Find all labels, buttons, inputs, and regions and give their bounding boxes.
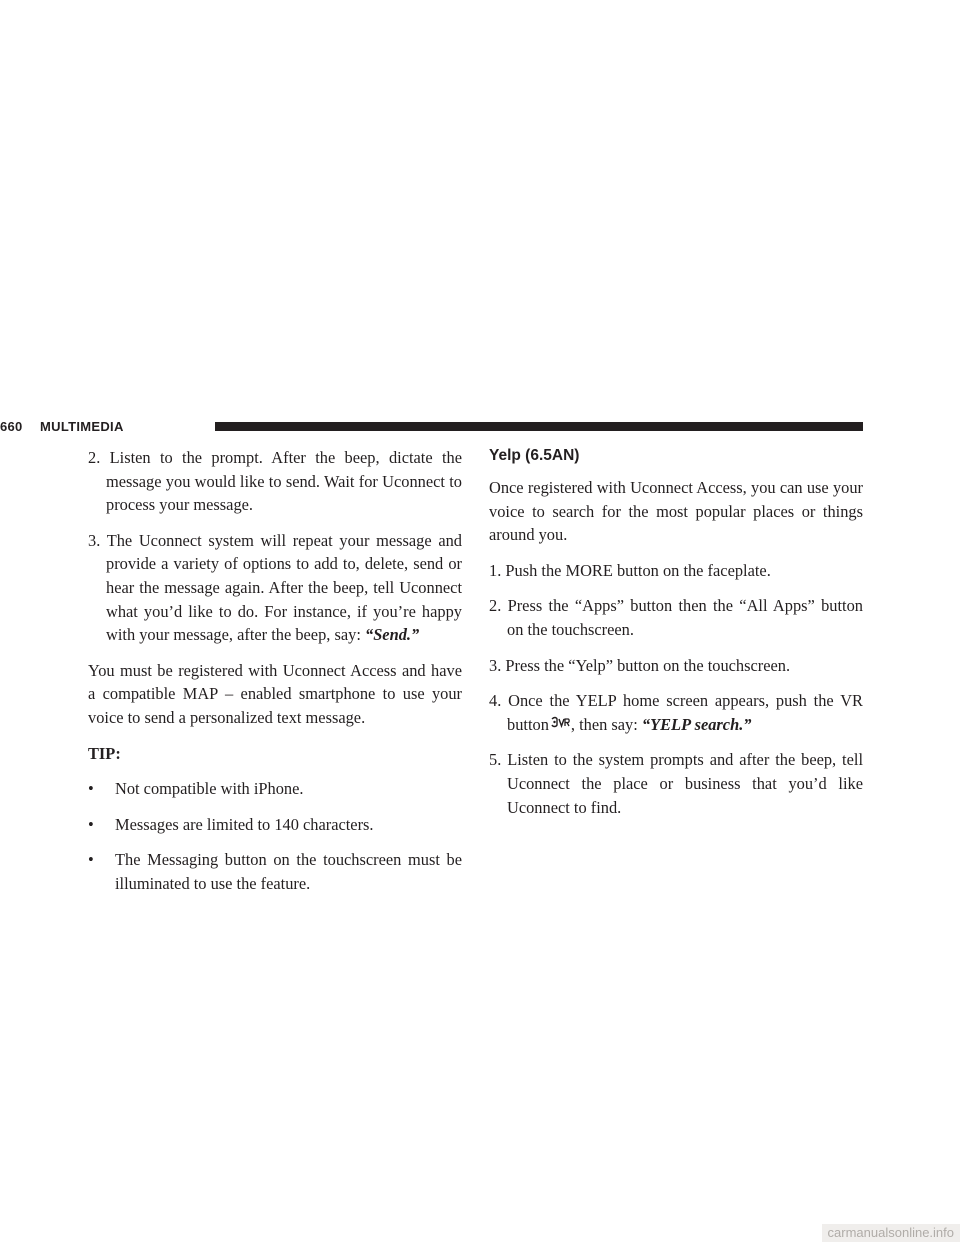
step-number: 2. <box>489 596 502 616</box>
registration-paragraph: You must be registered with Uconnect Access and have a compatible MAP – enabled smartphone to use your voice to send a personalized text message. <box>88 660 462 727</box>
step-text: , then say: <box>570 714 638 734</box>
step-3 <box>88 529 462 647</box>
step-4 <box>489 689 863 736</box>
bullet-dot: • <box>88 779 94 799</box>
watermark: carmanualsonline.info <box>822 1224 960 1242</box>
step-1 <box>489 559 863 583</box>
step-number: 4. <box>489 691 502 711</box>
step-text: The Uconnect system will repeat your message and provide a variety of options to add to, delete, send or hear the message again. After the beep, tell Uconnect what you’d like to do. For instance, if you’re happy with your message, after the beep, say: <box>106 530 462 645</box>
yelp-intro: Once registered with Uconnect Access, you can use your voice to search for the most popular places or things around you. <box>489 478 863 545</box>
bullet-text: Not compatible with iPhone. <box>115 779 304 799</box>
section-heading: Yelp (6.5AN) <box>489 447 580 464</box>
step-number: 3. <box>489 655 502 675</box>
step-number: 5. <box>489 750 502 770</box>
step-2 <box>489 594 863 641</box>
voice-recognition-icon <box>550 716 570 729</box>
header-rule <box>215 422 863 431</box>
step-text: Listen to the system prompts and after the beep, tell Uconnect the place or business that you’d like Uconnect to find. <box>507 750 863 817</box>
tip-label: TIP: <box>88 743 121 763</box>
step-3 <box>489 654 863 678</box>
bullet-dot: • <box>88 814 94 834</box>
step-number: 3. <box>88 530 101 550</box>
bullet-item <box>88 848 462 895</box>
step-text: Press the “Apps” button then the “All Apps” button on the touchscreen. <box>507 596 863 639</box>
bullet-item <box>88 813 462 837</box>
section-title: MULTIMEDIA <box>40 419 124 434</box>
bullet-text: Messages are limited to 140 characters. <box>115 814 374 834</box>
page-number: 660 <box>0 419 23 434</box>
step-number: 2. <box>88 448 101 467</box>
step-5 <box>489 748 863 819</box>
step-number: 1. <box>489 560 502 580</box>
left-column <box>88 446 462 908</box>
voice-command: “YELP search.” <box>641 714 752 734</box>
step-2 <box>88 446 462 517</box>
voice-command: “Send.” <box>365 625 420 645</box>
bullet-text: The Messaging button on the touchscreen must be illuminated to use the feature. <box>115 850 462 893</box>
step-text: Press the “Yelp” button on the touchscreen. <box>505 655 791 675</box>
step-text: Push the MORE button on the faceplate. <box>505 560 771 580</box>
page-header <box>0 418 960 438</box>
bullet-item <box>88 777 462 801</box>
step-text: Once the YELP home screen appears, push the VR button <box>507 691 863 734</box>
bullet-dot: • <box>88 850 94 870</box>
step-text: Listen to the prompt. After the beep, dictate the message you would like to send. Wait for Uconnect to process your message. <box>106 448 462 515</box>
right-column <box>489 446 863 831</box>
